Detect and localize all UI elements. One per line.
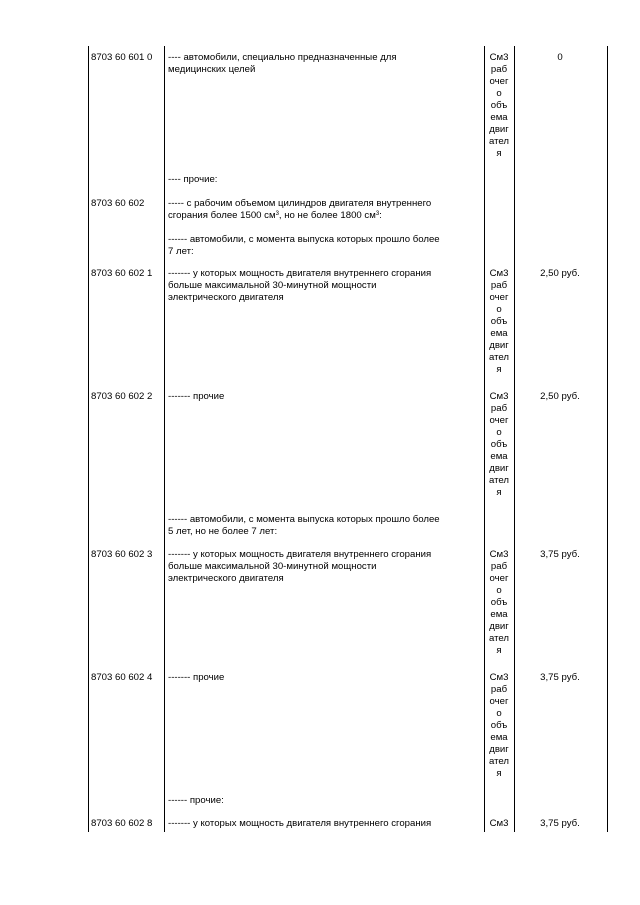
row-code: 8703 60 602 2 <box>91 391 153 402</box>
row-code: 8703 60 602 1 <box>91 268 153 279</box>
table-border-right <box>607 46 608 832</box>
row-description: ------ автомобили, с момента выпуска которых прошло более <box>168 514 440 525</box>
row-description: сгорания более 1500 $см^3$, но не более 1800 $см^3$: <box>168 210 382 221</box>
row-description: электрического двигателя <box>168 573 284 584</box>
row-description: ------- прочие <box>168 391 225 402</box>
row-code: 8703 60 602 3 <box>91 549 153 560</box>
row-rate: 0 <box>557 52 563 63</box>
row-unit: См3 раб очег о объ ема двиг ател я <box>488 549 510 656</box>
row-unit: См3 раб очег о объ ема двиг ател я <box>488 52 510 159</box>
row-description: ------- у которых мощность двигателя внутреннего сгорания <box>168 818 432 829</box>
row-description: ------ автомобили, с момента выпуска которых прошло более <box>168 234 440 245</box>
row-code: 8703 60 602 4 <box>91 672 153 683</box>
row-rate: 3,75 руб. <box>540 818 580 829</box>
row-description: больше максимальной 30-минутной мощности <box>168 280 377 291</box>
table-divider-code <box>164 46 165 832</box>
row-description: медицинских целей <box>168 64 256 75</box>
row-rate: 2,50 руб. <box>540 391 580 402</box>
row-code: 8703 60 601 0 <box>91 52 153 63</box>
row-description: больше максимальной 30-минутной мощности <box>168 561 377 572</box>
row-code: 8703 60 602 <box>91 198 145 209</box>
row-rate: 3,75 руб. <box>540 672 580 683</box>
row-description: ------- у которых мощность двигателя внутреннего сгорания <box>168 268 432 279</box>
row-description: ---- автомобили, специально предназначенные для <box>168 52 397 63</box>
row-description: 7 лет: <box>168 246 194 257</box>
table-divider-unit <box>514 46 515 832</box>
row-description: электрического двигателя <box>168 292 284 303</box>
row-description: ---- прочие: <box>168 174 218 185</box>
row-description: ----- с рабочим объемом цилиндров двигателя внутреннего <box>168 198 432 209</box>
row-description: ------ прочие: <box>168 795 224 806</box>
row-unit: См3 <box>489 818 509 829</box>
row-rate: 3,75 руб. <box>540 549 580 560</box>
row-unit: См3 раб очег о объ ема двиг ател я <box>488 672 510 779</box>
table-border-left <box>88 46 89 832</box>
row-description: ------- прочие <box>168 672 225 683</box>
row-description: ------- у которых мощность двигателя внутреннего сгорания <box>168 549 432 560</box>
row-unit: См3 раб очег о объ ема двиг ател я <box>488 391 510 498</box>
table-divider-desc <box>484 46 485 832</box>
row-description: 5 лет, но не более 7 лет: <box>168 526 278 537</box>
row-rate: 2,50 руб. <box>540 268 580 279</box>
row-unit: См3 раб очег о объ ема двиг ател я <box>488 268 510 375</box>
row-code: 8703 60 602 8 <box>91 818 153 829</box>
